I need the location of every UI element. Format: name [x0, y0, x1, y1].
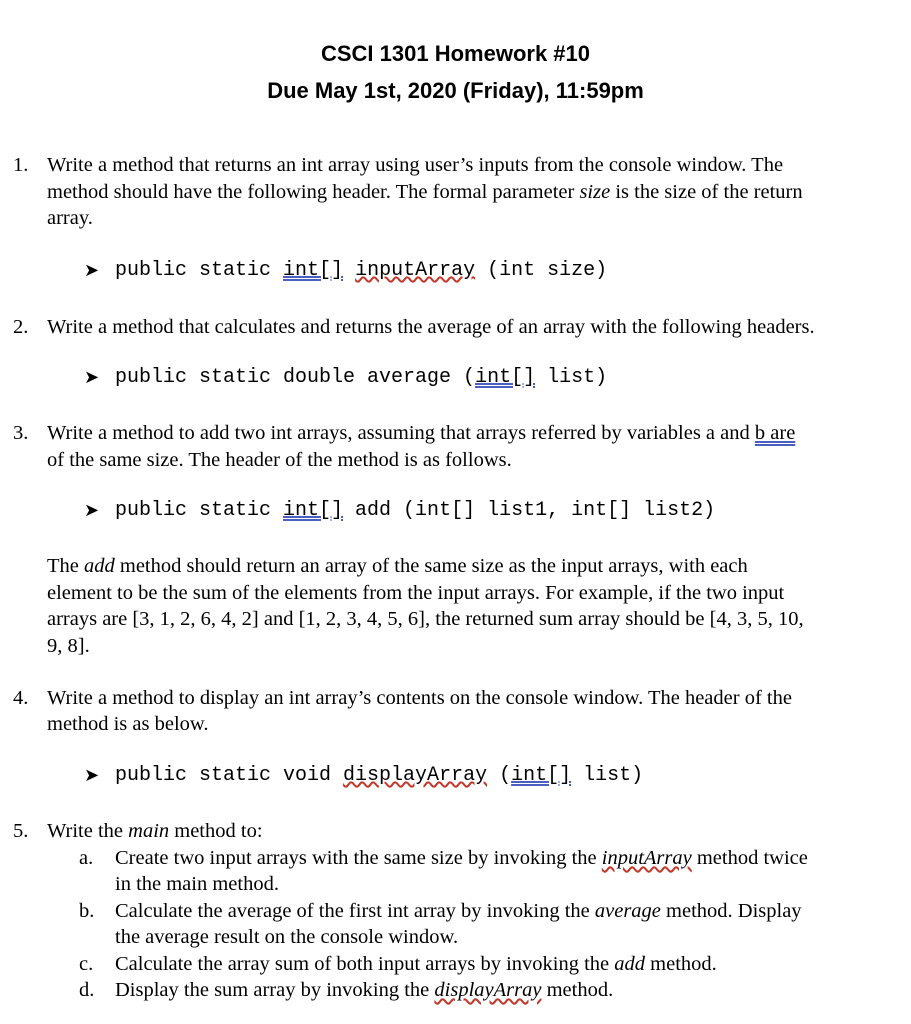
due-date: Due May 1st, 2020 (Friday), 11:59pm: [267, 78, 644, 103]
question-number: 1.: [13, 154, 29, 176]
subitem-label: d.: [79, 979, 95, 1001]
question-text: Write a method that returns an int array using user’s inputs from the console window. The: [47, 154, 784, 176]
arrow-bullet-icon: ➤: [84, 500, 100, 521]
subitem-label: c.: [79, 953, 94, 975]
question-text: Write a method to add two int arrays, assuming that arrays referred by variables a and b are: [47, 422, 796, 444]
subitem-text: Display the sum array by invoking the displayArray method.: [115, 979, 614, 1001]
description-text: element to be the sum of the elements from the input arrays. For example, if the two input: [47, 582, 785, 604]
question-text: Write the main method to:: [47, 820, 263, 842]
description-text: The add method should return an array of the same size as the input arrays, with each: [47, 555, 748, 577]
subitem-text: Create two input arrays with the same size by invoking the inputArray method twice: [115, 847, 808, 869]
question-text: Write a method to display an int array’s contents on the console window. The header of the: [47, 687, 792, 709]
description-text: 9, 8].: [47, 635, 90, 657]
question-text: method should have the following header. The formal parameter size is the size of the return: [47, 181, 803, 203]
method-header-code: public static int[] add (int[] list1, int[] list2): [115, 499, 716, 522]
question-number: 2.: [13, 316, 29, 338]
description-text: arrays are [3, 1, 2, 6, 4, 2] and [1, 2, 3, 4, 5, 6], the returned sum array should be [4, 3, 5, 10,: [47, 608, 804, 630]
question-text: array.: [47, 207, 93, 229]
question-number: 4.: [13, 687, 29, 709]
subitem-text: the average result on the console window.: [115, 926, 459, 948]
subitem-label: a.: [79, 847, 94, 869]
arrow-bullet-icon: ➤: [84, 260, 100, 281]
arrow-bullet-icon: ➤: [84, 765, 100, 786]
subitem-text: in the main method.: [115, 873, 279, 895]
subitem-text: Calculate the average of the first int array by invoking the average method. Display: [115, 900, 802, 922]
question-text: of the same size. The header of the method is as follows.: [47, 449, 512, 471]
question-text: method is as below.: [47, 713, 209, 735]
arrow-bullet-icon: ➤: [84, 367, 100, 388]
method-header-code: public static void displayArray (int[] list): [115, 764, 644, 787]
subitem-text: Calculate the array sum of both input arrays by invoking the add method.: [115, 953, 717, 975]
subitem-label: b.: [79, 900, 95, 922]
page-title: CSCI 1301 Homework #10: [320, 41, 591, 66]
question-number: 3.: [13, 422, 29, 444]
question-text: Write a method that calculates and returns the average of an array with the following headers.: [47, 316, 815, 338]
method-header-code: public static int[] inputArray (int size): [115, 259, 608, 282]
question-number: 5.: [13, 820, 29, 842]
method-header-code: public static double average (int[] list): [115, 366, 608, 389]
